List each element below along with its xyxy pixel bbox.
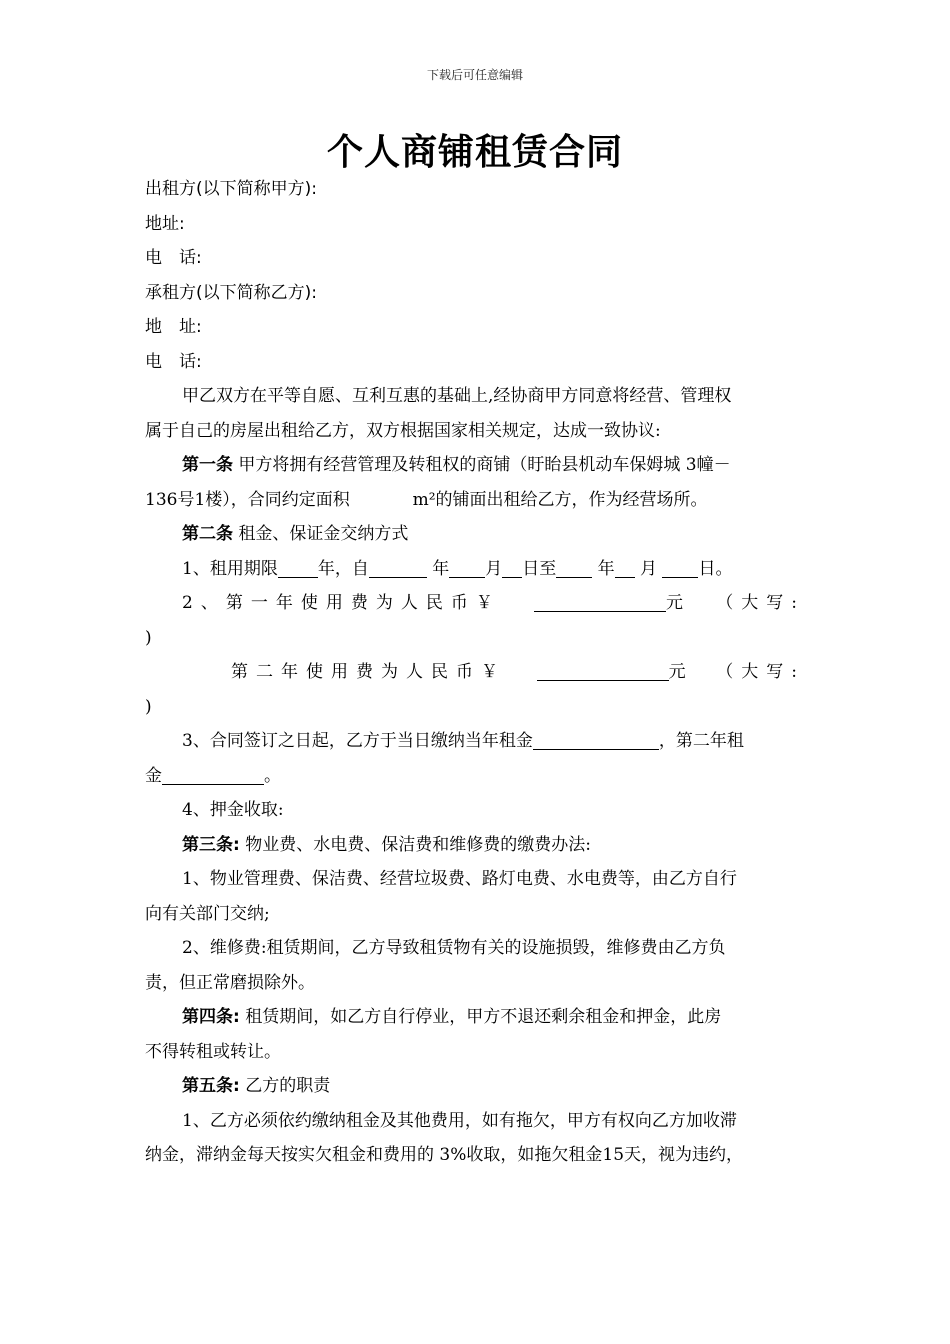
lessor-address-line: 地址: [145,213,185,234]
article-2-line [145,517,805,552]
end-year-blank[interactable] [556,555,592,578]
lease-term-label: 1、租用期限 [182,558,278,579]
payment-end: 。 [264,765,281,786]
header-note: 下载后可任意编辑 [426,68,523,82]
deposit-line: 4、押金收取: [182,800,284,820]
article-1-area-suffix: m²的铺面出租给乙方，作为经营场所。 [412,489,708,510]
article-4-line-2: 不得转租或转让。 [145,1041,281,1062]
second-year-fee-label: 第二年使用费为人民币￥ [231,662,506,682]
article-2-heading: 第二条 [182,524,233,544]
area-blank[interactable] [355,487,407,509]
lessee-address-line: 地 址: [145,317,202,337]
article-3-item-1b: 向有关部门交纳; [145,903,270,924]
second-year-fee-line [145,655,805,690]
article-5-item-1a: 1、乙方必须依约缴纳租金及其他费用，如有拖欠，甲方有权向乙方加收滞 [182,1110,737,1131]
intro-line-1: 甲乙双方在平等自愿、互利互惠的基础上,经协商甲方同意将经营、管理权 [182,386,732,406]
end-day-label: 日。 [698,558,733,579]
year-label: 年 [432,558,450,579]
article-4-line-1 [145,1000,805,1035]
lease-years-blank[interactable] [278,555,318,578]
article-1-line-2 [145,483,805,518]
article-4-heading: 第四条: [182,1007,240,1027]
end-year-label: 年 [597,558,615,579]
lessor-line: 出租方(以下简称甲方): [145,179,317,199]
month-label: 月 [485,558,503,579]
lease-term-text: 年，自 [317,558,369,579]
lessee-phone-line: 电 话: [145,351,202,372]
article-3-line [145,828,805,863]
second-year-close: ) [145,696,152,717]
start-day-blank[interactable] [502,555,522,578]
lease-term-line [145,552,805,587]
payment-line-2 [145,759,805,794]
payment-line-1 [145,724,805,759]
article-3-item-2a: 2、维修费:租赁期间，乙方导致租赁物有关的设施损毁，维修费由乙方负 [182,938,726,958]
second-year-daxie: （大写: [716,662,805,682]
payment-text: 3、合同签订之日起，乙方于当日缴纳当年租金 [182,731,533,751]
first-year-daxie: （大写: [716,593,805,613]
first-year-fee-label: 2、第一年使用费为人民币￥ [182,593,501,613]
end-month-label: 月 [640,558,658,579]
article-5-item-1b: 纳金，滞纳金每天按实欠租金和费用的 3%收取，如拖欠租金15天，视为违约， [145,1145,744,1165]
contract-body [145,172,805,1173]
end-month-blank[interactable] [615,555,635,578]
article-1-line-1 [145,448,805,483]
payment-text-3: 金 [145,765,162,786]
article-3-item-2b: 责，但正常磨损除外。 [145,972,315,993]
first-year-close: ) [145,627,152,648]
article-5-heading: 第五条: [182,1076,240,1096]
article-3-heading: 第三条: [182,834,240,855]
start-year-blank[interactable] [369,555,427,578]
second-year-yuan: 元 [668,662,686,682]
article-5-line [145,1069,805,1104]
lessee-line: 承租方(以下简称乙方): [145,282,317,303]
intro-line-2: 属于自己的房屋出租给乙方，双方根据国家相关规定，达成一致协议: [145,420,661,441]
contract-title: 个人商铺租赁合同 [326,131,623,173]
end-day-blank[interactable] [662,555,698,578]
second-year-rent-blank[interactable] [162,762,264,785]
article-4-text: 租赁期间，如乙方自行停业，甲方不退还剩余租金和押金，此房 [245,1007,722,1027]
first-year-fee-line [145,586,805,621]
article-3-text: 物业费、水电费、保洁费和维修费的缴费办法: [245,834,591,855]
payment-text-2: ，第二年租 [658,731,744,751]
first-year-fee-blank[interactable] [534,589,666,612]
lessor-phone-line: 电 话: [145,248,202,268]
article-1-text: 甲方将拥有经营管理及转租权的商铺（盱眙县机动车保姆城 3幢－ [238,455,731,475]
start-month-blank[interactable] [449,555,485,578]
day-to-label: 日至 [522,558,557,579]
first-year-yuan: 元 [666,593,684,613]
second-year-fee-blank[interactable] [537,658,669,681]
article-5-text: 乙方的职责 [245,1076,331,1096]
article-2-text: 租金、保证金交纳方式 [238,524,409,544]
article-1-heading: 第一条 [182,455,233,475]
article-1-area-prefix: 136号1楼），合同约定面积 [145,489,350,510]
article-3-item-1a: 1、物业管理费、保洁费、经营垃圾费、路灯电费、水电费等，由乙方自行 [182,869,737,889]
first-year-rent-blank[interactable] [533,727,659,750]
